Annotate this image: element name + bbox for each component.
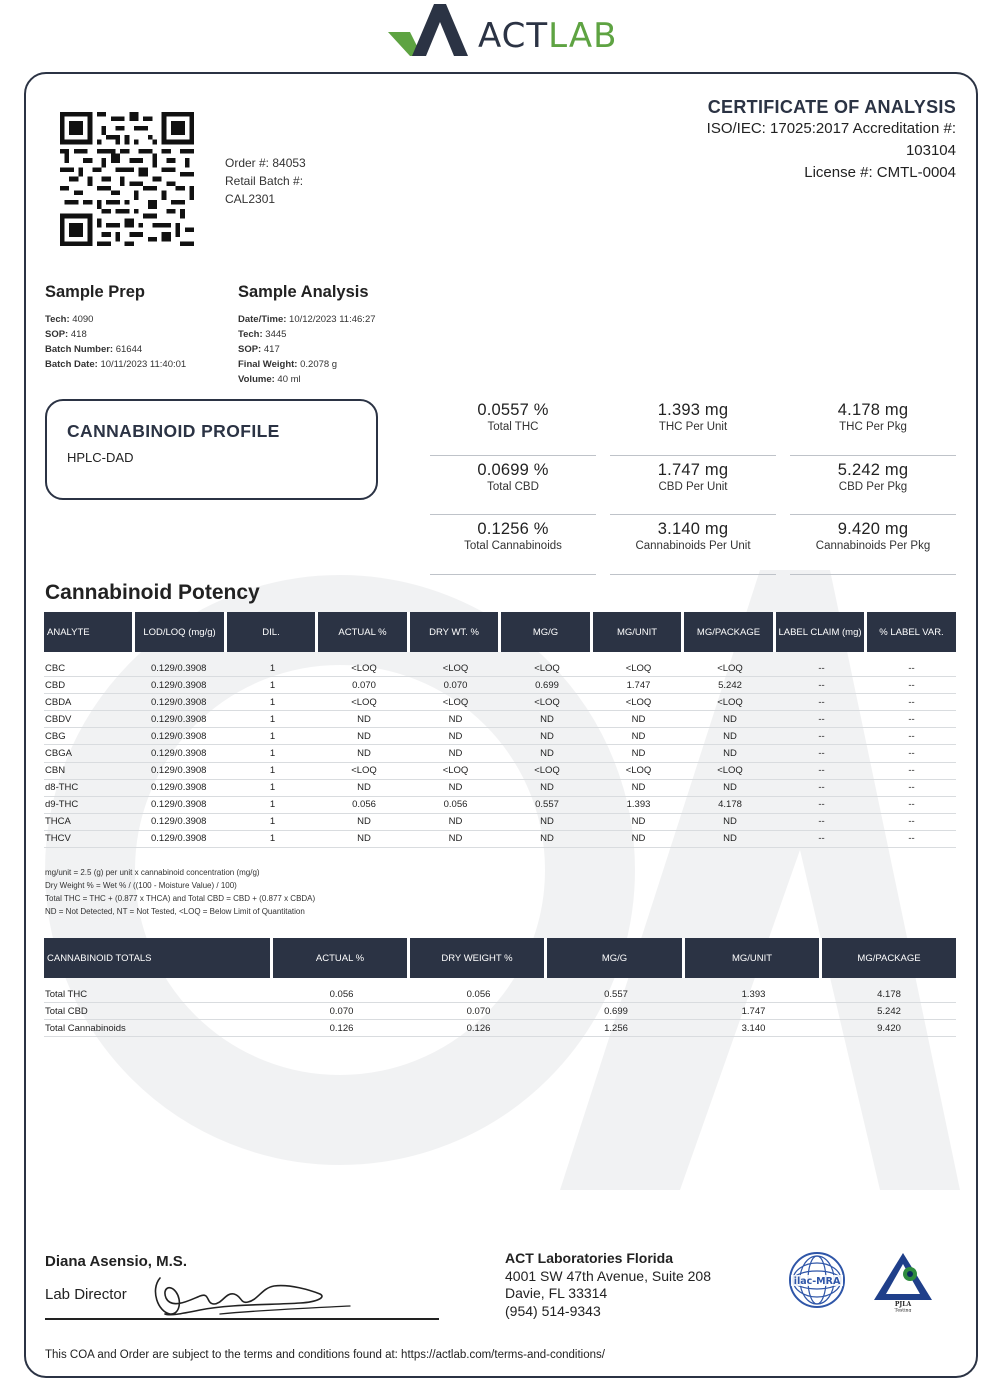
table-cell: 1.393 [685,986,822,1003]
table-cell: THCV [44,831,135,848]
table-cell: -- [867,780,956,797]
table-cell: 0.129/0.3908 [135,831,227,848]
table-cell: ND [593,745,684,762]
table-cell: -- [776,763,867,780]
lab-address-line1: 4001 SW 47th Avenue, Suite 208 [505,1267,712,1284]
table-cell: 0.056 [410,986,547,1003]
col-header: MG/PACKAGE [822,938,956,978]
handwritten-signature [140,1270,355,1320]
table-cell: ND [410,814,501,831]
table-cell: 0.070 [410,677,501,694]
table-cell: 0.129/0.3908 [135,814,227,831]
table-cell: ND [684,745,776,762]
table-cell: 3.140 [685,1020,822,1037]
table-cell: 0.557 [547,986,685,1003]
signer-name: Diana Asensio, M.S. [45,1253,187,1270]
table-cell: ND [318,831,410,848]
table-row [44,814,956,831]
table-cell: 0.056 [273,986,410,1003]
svg-text:ilac-MRA: ilac-MRA [793,1276,841,1287]
table-cell: ND [318,814,410,831]
table-cell: 0.129/0.3908 [135,780,227,797]
table-cell: 0.129/0.3908 [135,797,227,814]
table-cell: 1 [227,660,318,677]
table-cell: <LOQ [410,660,501,677]
table-cell: Total THC [44,986,273,1003]
summary-stat: 4.178 mg THC Per Pkg [790,396,956,456]
table-cell: ND [684,711,776,728]
table-cell: 1 [227,797,318,814]
table-cell: 1 [227,677,318,694]
table-cell: 0.557 [501,797,593,814]
table-cell: CBDA [44,694,135,711]
table-cell: 0.129/0.3908 [135,660,227,677]
col-header: MG/PACKAGE [684,612,776,652]
accreditation-number: 103104 [905,142,956,159]
col-header: MG/UNIT [685,938,822,978]
table-cell: 1 [227,728,318,745]
table-cell: <LOQ [318,660,410,677]
svg-text:Testing: Testing [894,1308,912,1312]
table-row [44,677,956,694]
table-cell: 1 [227,711,318,728]
table-row [44,1020,956,1037]
potency-header-row [44,612,956,652]
table-cell: ND [410,711,501,728]
summary-stat: 0.0699 % Total CBD [430,456,596,516]
table-cell: 4.178 [822,986,956,1003]
table-cell: ND [318,711,410,728]
accreditation-line: ISO/IEC: 17025:2017 Accreditation #: [706,120,956,137]
table-cell: CBG [44,728,135,745]
table-cell: 1.393 [593,797,684,814]
table-cell: -- [776,831,867,848]
table-cell: -- [776,728,867,745]
table-row [44,660,956,677]
analysis-field: Tech: 3445 [238,329,287,340]
analysis-field: Final Weight: 0.2078 g [238,359,338,370]
table-cell: ND [501,814,593,831]
table-cell: ND [410,831,501,848]
order-number: Order #: 84053 [225,156,306,170]
prep-field: SOP: 418 [45,329,87,340]
table-cell: 9.420 [822,1020,956,1037]
table-cell: 1.256 [547,1020,685,1037]
table-cell: CBGA [44,745,135,762]
order-info [225,154,306,208]
table-cell: <LOQ [410,763,501,780]
qr-code [60,112,194,246]
table-cell: 1.747 [593,677,684,694]
table-cell: -- [776,694,867,711]
table-cell: 0.126 [410,1020,547,1037]
table-cell: ND [501,780,593,797]
table-cell: CBN [44,763,135,780]
totals-table [44,938,956,1037]
ilac-mra-badge-icon [788,1251,846,1309]
table-cell: ND [410,745,501,762]
lab-name: ACT Laboratories Florida [505,1250,674,1266]
table-cell: 0.129/0.3908 [135,728,227,745]
summary-stat: 1.393 mg THC Per Unit [610,396,776,456]
summary-stat: 1.747 mg CBD Per Unit [610,456,776,516]
summary-stat: 5.242 mg CBD Per Pkg [790,456,956,516]
table-spacer-row [44,978,956,986]
table-cell: <LOQ [593,660,684,677]
col-header: DIL. [227,612,318,652]
table-cell: <LOQ [318,763,410,780]
col-header: ANALYTE [44,612,135,652]
table-row [44,728,956,745]
table-cell: 5.242 [822,1003,956,1020]
table-cell: -- [867,677,956,694]
note-line: ND = Not Detected, NT = Not Tested, <LOQ = Below Limit of Quantitation [45,907,305,916]
table-cell: 0.129/0.3908 [135,677,227,694]
table-cell: 0.129/0.3908 [135,711,227,728]
actlab-logo-text: ACTLAB [478,16,618,56]
certificate-header [707,97,956,184]
table-row [44,711,956,728]
prep-field: Batch Date: 10/11/2023 11:40:01 [45,359,187,370]
table-cell: 4.178 [684,797,776,814]
table-cell: ND [501,745,593,762]
table-cell: -- [776,711,867,728]
table-cell: 1 [227,814,318,831]
table-cell: 0.056 [318,797,410,814]
certificate-title: CERTIFICATE OF ANALYSIS [707,97,956,117]
table-cell: ND [318,728,410,745]
table-cell: d9-THC [44,797,135,814]
lab-address [505,1250,711,1320]
col-header: LABEL CLAIM (mg) [776,612,867,652]
col-header: ACTUAL % [318,612,410,652]
col-header: MG/UNIT [593,612,684,652]
table-cell: -- [867,745,956,762]
table-cell: ND [501,711,593,728]
table-row [44,780,956,797]
table-spacer-row [44,652,956,660]
table-cell: 1.747 [685,1003,822,1020]
table-cell: <LOQ [410,694,501,711]
table-row [44,694,956,711]
table-cell: -- [867,694,956,711]
analysis-field: SOP: 417 [238,344,280,355]
table-cell: ND [410,728,501,745]
sample-analysis-heading: Sample Analysis [238,283,369,301]
table-cell: -- [776,780,867,797]
retail-batch-label: Retail Batch #: [225,174,304,188]
table-cell: 0.056 [410,797,501,814]
table-cell: <LOQ [593,763,684,780]
table-cell: 1 [227,694,318,711]
table-cell: CBD [44,677,135,694]
actlab-logo-mark-icon [388,2,468,58]
table-cell: <LOQ [684,660,776,677]
table-cell: 1 [227,763,318,780]
sample-prep [45,283,186,372]
potency-title: Cannabinoid Potency [45,581,260,604]
potency-table [44,612,956,848]
pjla-testing-badge-icon [872,1250,934,1312]
retail-batch-value: CAL2301 [225,192,276,206]
table-cell: CBDV [44,711,135,728]
table-cell: -- [776,797,867,814]
table-cell: ND [501,831,593,848]
totals-header-row [44,938,956,978]
table-cell: 1 [227,831,318,848]
profile-method: HPLC-DAD [67,450,134,465]
table-cell: 0.699 [547,1003,685,1020]
table-cell: ND [593,711,684,728]
table-cell: -- [776,745,867,762]
note-line: Dry Weight % = Wet % / ((100 - Moisture Value) / 100) [45,881,237,890]
table-cell: ND [684,814,776,831]
col-header: % LABEL VAR. [867,612,956,652]
table-cell: Total CBD [44,1003,273,1020]
table-cell: <LOQ [684,694,776,711]
svg-text:PJLA: PJLA [894,1301,912,1308]
table-cell: <LOQ [318,694,410,711]
table-cell: ND [593,780,684,797]
col-header: CANNABINOID TOTALS [44,938,273,978]
analysis-field: Volume: 40 ml [238,374,301,385]
table-cell: 1 [227,780,318,797]
prep-field: Batch Number: 61644 [45,344,143,355]
actlab-logo [388,0,617,58]
table-row [44,797,956,814]
table-cell: -- [867,831,956,848]
col-header: MG/G [547,938,685,978]
summary-grid [430,396,956,575]
table-cell: THCA [44,814,135,831]
table-cell: 0.070 [318,677,410,694]
table-cell: <LOQ [501,660,593,677]
table-cell: 0.126 [273,1020,410,1037]
analysis-field: Date/Time: 10/12/2023 11:46:27 [238,314,376,325]
col-header: DRY WT. % [410,612,501,652]
table-cell: 0.699 [501,677,593,694]
table-cell: 0.129/0.3908 [135,745,227,762]
table-cell: 1 [227,745,318,762]
note-line: mg/unit = 2.5 (g) per unit x cannabinoid concentration (mg/g) [45,868,260,877]
table-cell: ND [593,831,684,848]
col-header: LOD/LOQ (mg/g) [135,612,227,652]
license-line: License #: CMTL-0004 [804,164,956,181]
table-cell: CBC [44,660,135,677]
table-cell: -- [867,711,956,728]
summary-stat: 3.140 mg Cannabinoids Per Unit [610,515,776,575]
summary-stat: 0.1256 % Total Cannabinoids [430,515,596,575]
sample-analysis [238,283,376,387]
table-row [44,986,956,1003]
table-cell: ND [318,780,410,797]
table-row [44,1003,956,1020]
col-header: MG/G [501,612,593,652]
col-header: DRY WEIGHT % [410,938,547,978]
table-cell: ND [684,831,776,848]
table-cell: 0.070 [273,1003,410,1020]
signature-line [45,1318,439,1320]
cannabinoid-profile-box [45,399,378,500]
table-cell: -- [867,814,956,831]
potency-notes [45,866,315,918]
table-cell: -- [867,728,956,745]
table-row [44,831,956,848]
table-cell: 0.070 [410,1003,547,1020]
lab-phone: (954) 514-9343 [505,1302,601,1319]
col-header: ACTUAL % [273,938,410,978]
signer-role: Lab Director [45,1286,127,1303]
table-cell: ND [501,728,593,745]
table-cell: ND [318,745,410,762]
table-cell: <LOQ [684,763,776,780]
table-cell: -- [867,797,956,814]
table-cell: d8-THC [44,780,135,797]
table-cell: -- [776,677,867,694]
table-row [44,745,956,762]
table-cell: <LOQ [593,694,684,711]
sample-prep-heading: Sample Prep [45,283,145,301]
table-cell: -- [867,763,956,780]
table-cell: -- [867,660,956,677]
table-cell: ND [593,814,684,831]
table-cell: ND [684,780,776,797]
table-cell: -- [776,660,867,677]
table-cell: 5.242 [684,677,776,694]
terms-footer: This COA and Order are subject to the terms and conditions found at: https://actlab.com/terms-and-conditions/ [45,1349,605,1361]
table-cell: ND [410,780,501,797]
table-cell: 0.129/0.3908 [135,694,227,711]
note-line: Total THC = THC + (0.877 x THCA) and Total CBD = CBD + (0.877 x CBDA) [45,894,316,903]
lab-address-line2: Davie, FL 33314 [505,1285,608,1301]
table-row [44,763,956,780]
table-cell: Total Cannabinoids [44,1020,273,1037]
table-cell: <LOQ [501,694,593,711]
profile-title: CANNABINOID PROFILE [67,421,280,441]
table-cell: -- [776,814,867,831]
table-cell: ND [684,728,776,745]
summary-stat: 9.420 mg Cannabinoids Per Pkg [790,515,956,575]
table-cell: <LOQ [501,763,593,780]
table-cell: 0.129/0.3908 [135,763,227,780]
table-cell: ND [593,728,684,745]
summary-stat: 0.0557 % Total THC [430,396,596,456]
prep-field: Tech: 4090 [45,314,94,325]
